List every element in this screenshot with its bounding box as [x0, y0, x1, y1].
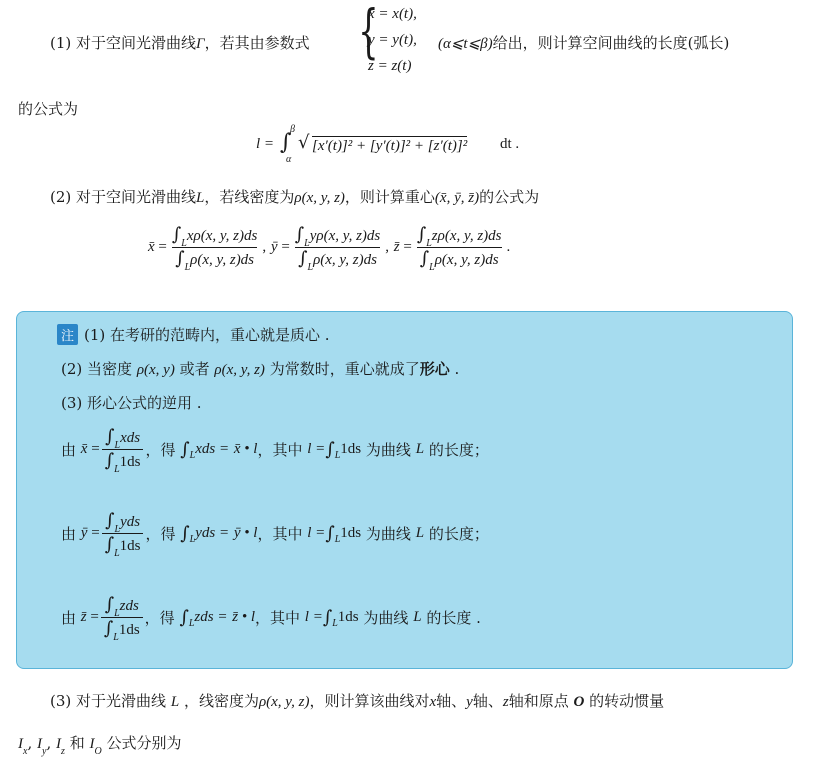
para2-line: [50, 186, 539, 207]
centroid-den-y: ρ(x, y, z)ds: [313, 252, 377, 268]
integral-sign: ∫: [280, 130, 292, 155]
para2-lead: (2) 对于空间光滑曲线: [50, 188, 197, 206]
length-dt: dt .: [500, 136, 520, 152]
centroid-frac-y: $\frac{\int_Ly\rho(x, y, z)ds}{\int_L\rho(x, y, z)ds}$: [294, 224, 381, 273]
para2-centroid: (x̄, ȳ, z̄): [434, 190, 480, 206]
para1-mid: ，若其由参数式: [204, 34, 310, 52]
note-tag: 注: [57, 324, 78, 345]
note-item1: (1) 在考研的范畴内，重心就是质心 .: [84, 326, 330, 344]
para1-line1: [50, 32, 310, 53]
left-brace: {: [358, 0, 379, 65]
centroid-frac-z: $\frac{\int_Lz\rho(x, y, z)ds}{\int_L\rho(x, y, z)ds}$: [416, 224, 502, 273]
lower-limit: α: [286, 154, 292, 165]
centroid-lhs-y: ȳ: [270, 239, 278, 255]
centroid-den-z: ρ(x, y, z)ds: [434, 252, 499, 268]
note-item3: (3) 形心公式的逆用 .: [61, 394, 202, 412]
note-item2: (2) 当密度 ρ(x, y) 或者 ρ(x, y, z) 为常数时，重心就成了形心 .: [61, 360, 460, 378]
para2-mid: ，若线密度为: [204, 188, 295, 206]
length-lhs: l =: [256, 136, 275, 152]
centroid-den-x: ρ(x, y, z)ds: [190, 252, 255, 268]
note-item1-line: [57, 324, 330, 345]
para2-tail: 的公式为: [479, 188, 540, 206]
curve-symbol: Γ: [196, 36, 205, 52]
centroid-num-x: xρ(x, y, z)ds: [186, 228, 258, 244]
sqrt-icon: √: [298, 132, 310, 153]
para1-lead: (1) 对于空间光滑曲线: [50, 34, 197, 52]
centroid-formulas: x̄ = $\frac{\int_Lx\rho(x, y, z)ds}{\int_L\rho(x, y, z)ds}$ , ȳ = $\frac{\int_Ly\rho(x, y, z)ds}{\int_L\rho(x, y, z)ds}$ , z̄ = $\frac{\int_Lz\rho(x, y, z)ds}{\int_L\rho(x, y, z)ds}$ .: [148, 224, 511, 273]
centroid-lhs-z: z̄: [393, 239, 400, 255]
param-eq-y: y = y(t),: [368, 32, 417, 48]
centroid-lhs-x: x̄: [148, 239, 155, 255]
note-box: [16, 311, 793, 669]
param-eq-z: z = z(t): [368, 58, 412, 74]
para3-line2: $I_x$, $I_y$, $I_z$ 和 $I_O$ 公式分别为: [18, 734, 182, 757]
para3-line1: (3) 对于光滑曲线 L ，线密度为ρ(x, y, z)，则计算该曲线对x轴、y轴、z轴和原点 O 的转动惯量: [50, 692, 665, 710]
note-row-x: 由 x̄ = $\frac{\int_Lxds}{\int_L1ds}$ ，得 ∫ L xds = x̄ • l ，其中 l = ∫ L 1ds 为曲线 L 的长度；: [61, 426, 489, 475]
para1-tail-line: [438, 32, 729, 53]
para2-L: L: [196, 190, 205, 206]
note-row-y: 由 ȳ = $\frac{\int_Lyds}{\int_L1ds}$ ，得 ∫ L yds = ȳ • l ，其中 l = ∫ L 1ds 为曲线 L 的长度；: [61, 510, 489, 559]
note-bold-xingxin: 形心: [419, 360, 450, 378]
centroid-frac-x: $\frac{\int_Lx\rho(x, y, z)ds}{\int_L\rho(x, y, z)ds}$: [171, 224, 258, 273]
centroid-num-y: yρ(x, y, z)ds: [309, 228, 381, 244]
para2-mid2: ，则计算重心: [344, 188, 435, 206]
upper-limit: β: [290, 124, 295, 135]
centroid-num-z: zρ(x, y, z)ds: [431, 228, 502, 244]
para1-tail: 给出，则计算空间曲线的长度(弧长): [492, 34, 730, 52]
para1-cont: 的公式为: [18, 100, 79, 118]
note-row-z: 由 z̄ = $\frac{\int_Lzds}{\int_L1ds}$ ，得 ∫ L zds = z̄ • l ，其中 l = ∫ L 1ds 为曲线 L 的长度 .: [61, 594, 481, 643]
radicand: [x′(t)]² + [y′(t)]² + [z′(t)]²: [312, 138, 468, 154]
param-range: (α⩽t⩽β): [438, 36, 493, 52]
param-eq-x: x = x(t),: [368, 6, 417, 22]
para2-rho: ρ(x, y, z): [294, 190, 345, 206]
